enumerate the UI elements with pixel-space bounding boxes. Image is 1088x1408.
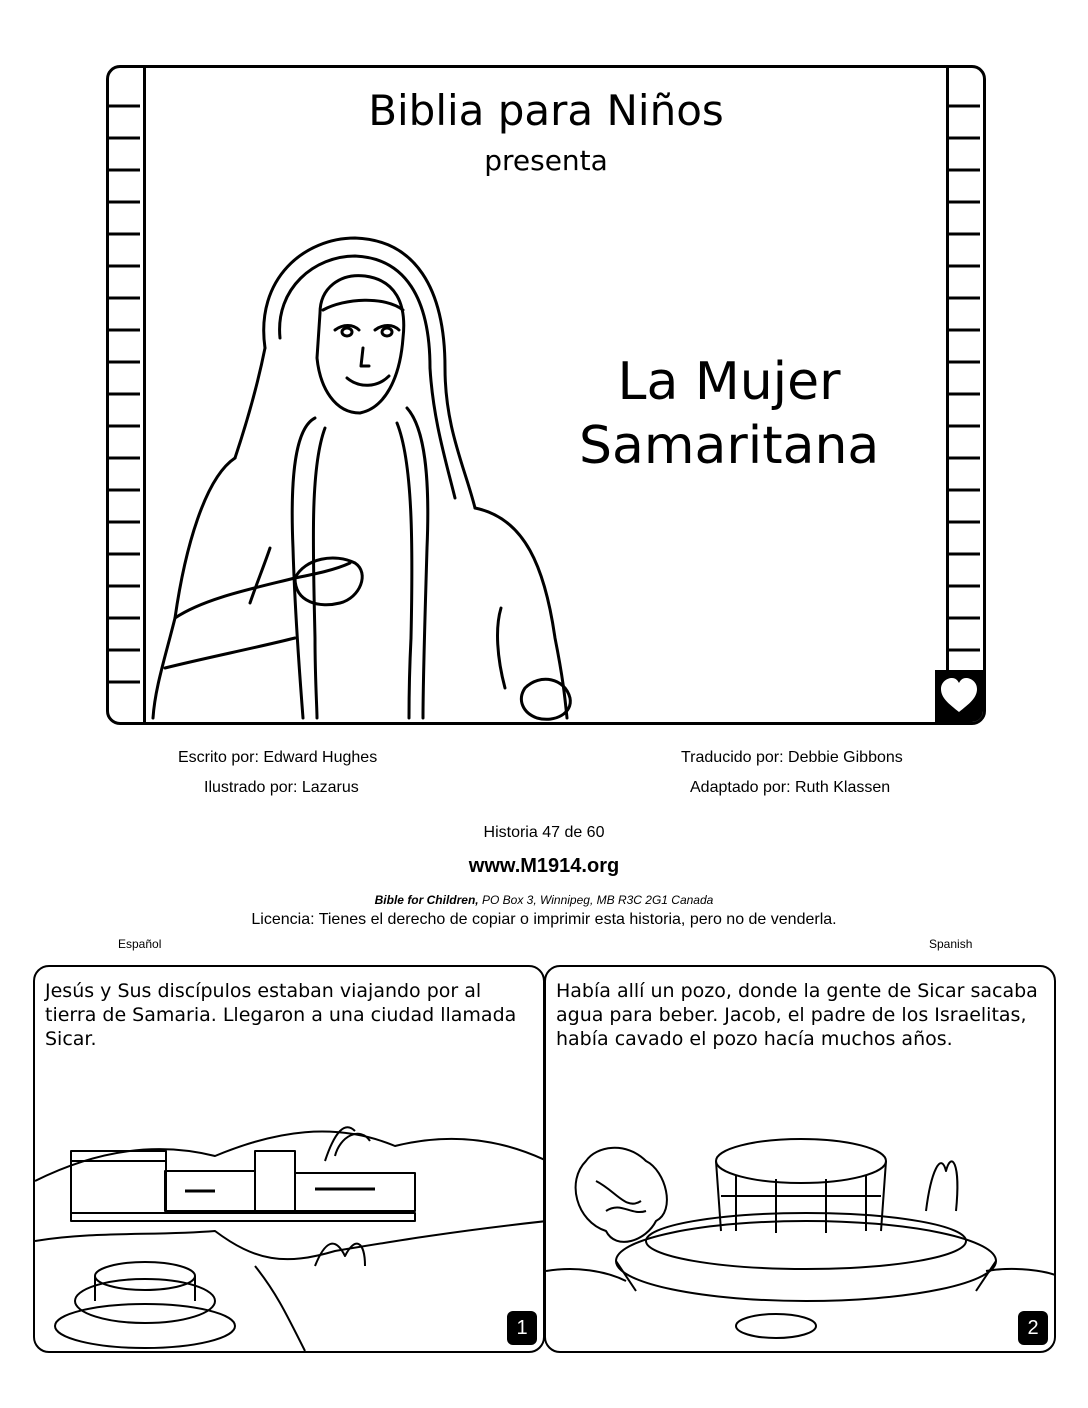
language-native: Español [118, 937, 162, 951]
language-english: Spanish [929, 937, 973, 951]
heart-icon [935, 670, 983, 722]
story-title [579, 350, 879, 478]
samaritan-woman-illustration [145, 218, 615, 724]
panel-number: 2 [1018, 1311, 1048, 1345]
presents-label: presenta [484, 144, 608, 177]
panel-text: Había allí un pozo, donde la gente de Sicar sacaba agua para beber. Jacob, el padre de los Israelitas, había cavado el pozo hacía muchos años. [556, 980, 1038, 1050]
story-number: Historia 47 de 60 [483, 824, 605, 841]
license-notice: Licencia: Tienes el derecho de copiar o imprimir esta historia, pero no de venderla. [251, 911, 837, 928]
jacobs-well-illustration [546, 1121, 1056, 1351]
credit-written: Escrito por: Edward Hughes [178, 749, 378, 766]
organization-name: Bible for Children, [374, 893, 479, 907]
credit-translated: Traducido por: Debbie Gibbons [681, 749, 903, 766]
story-panel-1 [33, 965, 545, 1353]
website-link[interactable]: www.M1914.org [468, 855, 620, 877]
credit-adapted: Adaptado por: Ruth Klassen [690, 779, 891, 796]
story-title-line-1: La Mujer [617, 352, 841, 412]
address-text: PO Box 3, Winnipeg, MB R3C 2G1 Canada [478, 893, 714, 907]
heart-logo [935, 670, 983, 722]
story-title-line-2: Samaritana [579, 416, 880, 476]
cover-frame [106, 65, 986, 725]
story-panel-2 [544, 965, 1056, 1353]
series-title: Biblia para Niños [368, 86, 724, 135]
panel-text: Jesús y Sus discípulos estaban viajando por al tierra de Samaria. Llegaron a una ciudad llamada Sicar. [45, 980, 517, 1050]
mailing-address [0, 893, 1088, 907]
credit-illustrated: Ilustrado por: Lazarus [204, 779, 359, 796]
panel-number: 1 [507, 1311, 537, 1345]
sicar-town-illustration [35, 1101, 545, 1351]
